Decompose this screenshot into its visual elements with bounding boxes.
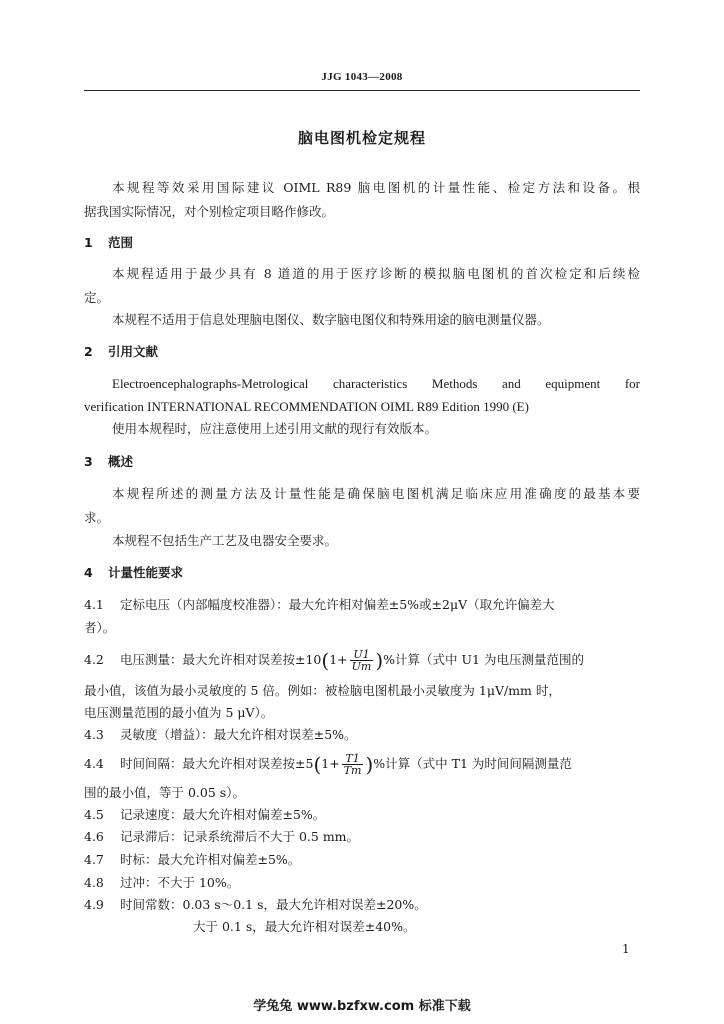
formula-one-plus: 1+ (321, 756, 340, 771)
s3-paragraph-1-line-1: 本规程所述的测量方法及计量性能是确保脑电图机满足临床应用准确度的最基本要 (112, 486, 640, 501)
item-4-1-line-2: 者）。 (84, 620, 116, 635)
s3-paragraph-2: 本规程不包括生产工艺及电器安全要求。 (112, 533, 338, 548)
page-number: 1 (622, 942, 630, 956)
section-number: 1 (84, 235, 93, 250)
fraction-numerator: T1 (342, 753, 364, 765)
item-text: 定标电压（内部幅度校准器）：最大允许相对偏差±5%或±2μV（取允许偏差大 (120, 597, 555, 612)
footer-watermark: 学兔兔 www.bzfxw.com 标准下载 (253, 999, 471, 1014)
item-4-4-line-2: 围的最小值，等于 0.05 s）。 (84, 785, 245, 800)
close-paren: ) (365, 752, 374, 777)
close-paren: ) (375, 648, 384, 673)
item-number: 4.4 (84, 756, 104, 771)
fraction-numerator: U1 (350, 649, 374, 661)
reference-line-1: Electroencephalographs-Metrological characteristics Methods and equipment for (112, 376, 640, 391)
item-4-1-line-1 (84, 598, 640, 612)
section-number: 4 (84, 565, 93, 580)
reference-note: 使用本规程时，应注意使用上述引用文献的现行有效版本。 (112, 421, 438, 436)
section-3-heading (84, 455, 640, 469)
item-text: 记录速度：最大允许相对偏差±5%。 (120, 807, 326, 822)
item-number: 4.6 (84, 829, 104, 844)
section-2-heading (84, 345, 640, 359)
s1-paragraph-1-line-2: 定。 (84, 290, 110, 305)
item-number: 4.2 (84, 652, 104, 667)
formula-one-plus: 1+ (329, 652, 348, 667)
section-title: 引用文献 (108, 344, 159, 359)
item-text-tail: %计算（式中 T1 为时间间隔测量范 (373, 756, 572, 771)
section-title: 计量性能要求 (108, 565, 184, 580)
item-text: 过冲：不大于 10%。 (120, 875, 240, 890)
open-paren: ( (321, 648, 330, 673)
item-number: 4.8 (84, 875, 104, 890)
fraction-denominator: Tm (343, 764, 362, 777)
formula-fraction (342, 753, 364, 776)
item-text-tail: %计算（式中 U1 为电压测量范围的 (383, 652, 584, 667)
item-4-2-line-3: 电压测量范围的最小值为 5 μV）。 (84, 705, 274, 720)
s1-paragraph-1-line-1: 本规程适用于最少具有 8 道道的用于医疗诊断的模拟脑电图机的首次检定和后续检 (112, 266, 640, 281)
item-text: 灵敏度（增益）：最大允许相对误差±5%。 (120, 727, 357, 742)
item-text: 时间常数：0.03 s～0.1 s，最大允许相对误差±20%。 (120, 897, 427, 912)
reference-line-2: verification INTERNATIONAL RECOMMENDATION OIML R89 Edition 1990 (E) (84, 399, 529, 414)
section-number: 2 (84, 344, 93, 359)
standard-code-header: JJG 1043—2008 (321, 71, 403, 83)
header-rule (84, 90, 640, 91)
item-4-3 (84, 728, 640, 742)
fraction-denominator: Um (351, 660, 372, 673)
item-number: 4.5 (84, 807, 104, 822)
item-4-8 (84, 876, 640, 890)
section-4-heading (84, 566, 640, 580)
section-title: 范围 (108, 235, 134, 250)
open-paren: ( (313, 752, 322, 777)
section-1-heading (84, 236, 640, 250)
formula-fraction (350, 649, 374, 672)
item-number: 4.1 (84, 597, 104, 612)
item-4-7 (84, 853, 640, 867)
document-title: 脑电图机检定规程 (297, 129, 426, 147)
item-4-2-line-2: 最小值，该值为最小灵敏度的 5 倍。例如：被检脑电图机最小灵敏度为 1μV/mm 时， (84, 683, 561, 698)
item-4-2-line-1 (84, 644, 640, 676)
item-4-6 (84, 830, 640, 844)
section-number: 3 (84, 454, 93, 469)
item-text: 时间间隔：最大允许相对误差按±5 (120, 756, 314, 771)
item-4-9-line-2: 大于 0.1 s，最大允许相对误差±40%。 (193, 919, 416, 934)
section-title: 概述 (108, 454, 134, 469)
s3-paragraph-1-line-2: 求。 (84, 510, 110, 525)
item-number: 4.7 (84, 852, 104, 867)
s1-paragraph-2: 本规程不适用于信息处理脑电图仪、数字脑电图仪和特殊用途的脑电测量仪器。 (112, 312, 550, 327)
item-text: 记录滞后：记录系统滞后不大于 0.5 mm。 (120, 829, 360, 844)
intro-line-2: 据我国实际情况，对个别检定项目略作修改。 (84, 204, 335, 219)
item-4-9-line-1 (84, 898, 640, 912)
item-number: 4.3 (84, 727, 104, 742)
item-text: 电压测量：最大允许相对误差按±10 (120, 652, 322, 667)
item-4-4-line-1 (84, 748, 640, 780)
item-number: 4.9 (84, 897, 104, 912)
intro-line-1: 本规程等效采用国际建议 OIML R89 脑电图机的计量性能、检定方法和设备。根 (112, 180, 640, 195)
item-4-5 (84, 808, 640, 822)
item-text: 时标：最大允许相对偏差±5%。 (120, 852, 301, 867)
